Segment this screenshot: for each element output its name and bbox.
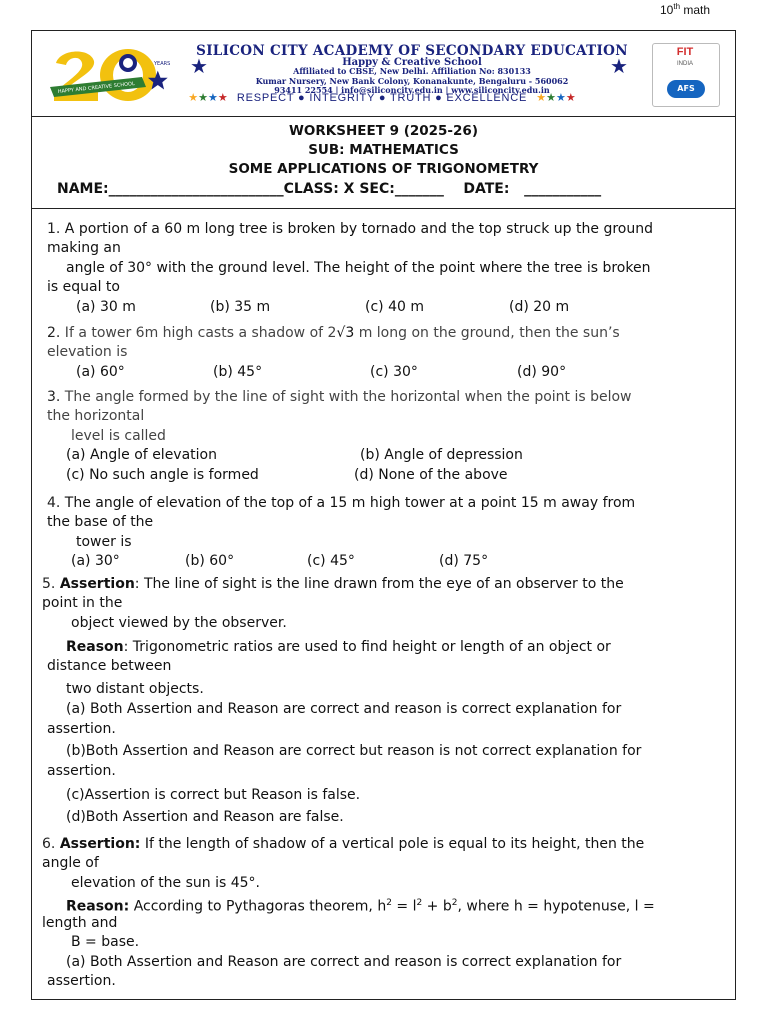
- worksheet-frame: [31, 30, 736, 1000]
- q4-option-d: (d) 75°: [439, 553, 489, 569]
- q5-option-b: (b)Both Assertion and Reason are correct but reason is not correct explanation for: [66, 743, 642, 759]
- q5-assertion-line: 5. Assertion: The line of sight is the line drawn from the eye of an observer to the: [42, 576, 624, 592]
- q2-option-a: (a) 60°: [76, 364, 125, 380]
- q5-line-6: two distant objects.: [66, 681, 204, 697]
- q6-line-5: length and: [42, 915, 118, 931]
- q2-line-2: elevation is: [47, 344, 128, 360]
- q4-line-3: tower is: [76, 534, 132, 550]
- q1-option-b: (b) 35 m: [210, 299, 271, 315]
- q1-line-4: is equal to: [47, 279, 120, 295]
- q3-option-a: (a) Angle of elevation: [66, 447, 217, 463]
- header-divider: [32, 116, 735, 117]
- q1-option-c: (c) 40 m: [365, 299, 424, 315]
- fit-india-logo: FIT INDIA: [676, 46, 694, 67]
- q4-line-1: 4. The angle of elevation of the top of a 15 m high tower at a point 15 m away from: [47, 495, 636, 511]
- q4-option-a: (a) 30°: [71, 553, 120, 569]
- values-bar: [42, 90, 722, 106]
- q6-assertion-line: 6. Assertion: If the length of shadow of a vertical pole is equal to its height, then the: [42, 836, 645, 852]
- q6-reason-line: Reason: According to Pythagoras theorem, $h^2 = l^2 + b^2$, where h = hypotenuse, l =: [66, 898, 655, 915]
- q1-option-d: (d) 20 m: [509, 299, 570, 315]
- worksheet-subject: SUB: MATHEMATICS: [308, 142, 459, 158]
- q1-line-3: angle of 30° with the ground level. The height of the point where the tree is broken: [66, 260, 651, 276]
- q3-option-b: (b) Angle of depression: [360, 447, 523, 463]
- school-tagline: Happy & Creative School: [342, 57, 482, 68]
- q5-option-a-cont: assertion.: [47, 721, 116, 737]
- worksheet-title: WORKSHEET 9 (2025-26): [289, 123, 478, 139]
- school-values: RESPECT ● INTEGRITY ● TRUTH ● EXCELLENCE: [236, 92, 528, 104]
- sqrt3-radical: √3: [336, 325, 355, 341]
- q5-line-2: point in the: [42, 595, 123, 611]
- q5-option-c: (c)Assertion is correct but Reason is false.: [66, 787, 361, 803]
- q2-option-c: (c) 30°: [370, 364, 418, 380]
- q3-line-1: 3. The angle formed by the line of sight with the horizontal when the point is below: [47, 389, 632, 405]
- q6-line-2: angle of: [42, 855, 99, 871]
- stars-right-icon: ★★★★: [536, 92, 576, 104]
- afs-badge: AFS: [667, 80, 705, 98]
- q3-line-2: the horizontal: [47, 408, 145, 424]
- q6-option-a: (a) Both Assertion and Reason are correct and reason is correct explanation for: [66, 954, 622, 970]
- q5-reason-line: Reason: Trigonometric ratios are used to find height or length of an object or: [66, 639, 611, 655]
- contact-text: 93411 22554 | info@siliconcity.edu.in | www.siliconcity.edu.in: [274, 85, 550, 95]
- svg-text:YEARS: YEARS: [154, 61, 171, 67]
- q6-option-a-cont: assertion.: [47, 973, 116, 989]
- address-text: Kumar Nursery, New Bank Colony, Konanakunte, Bengaluru - 560062: [255, 75, 569, 86]
- q3-option-c: (c) No such angle is formed: [66, 467, 259, 483]
- q3-line-3: level is called: [71, 428, 166, 444]
- student-info-line: NAME:_________________________CLASS: X SEC:_______ DATE: ___________: [57, 181, 602, 197]
- star-icon: ★: [610, 54, 628, 78]
- school-name: SILICON CITY ACADEMY OF SECONDARY EDUCATION: [196, 43, 628, 59]
- q6-line-3: elevation of the sun is 45°.: [71, 875, 261, 891]
- worksheet-topic: SOME APPLICATIONS OF TRIGONOMETRY: [228, 161, 539, 177]
- q2-option-b: (b) 45°: [213, 364, 263, 380]
- q5-line-3: object viewed by the observer.: [71, 615, 287, 631]
- q5-option-b-cont: assertion.: [47, 763, 116, 779]
- q4-option-c: (c) 45°: [307, 553, 355, 569]
- q4-option-b: (b) 60°: [185, 553, 235, 569]
- q5-line-5: distance between: [47, 658, 172, 674]
- q5-option-d: (d)Both Assertion and Reason are false.: [66, 809, 344, 825]
- page-corner-note: 10th math: [660, 2, 711, 17]
- q5-option-a: (a) Both Assertion and Reason are correct and reason is correct explanation for: [66, 701, 622, 717]
- q1-option-a: (a) 30 m: [76, 299, 136, 315]
- q6-line-6: B = base.: [71, 934, 140, 950]
- q3-option-d: (d) None of the above: [354, 467, 508, 483]
- star-icon: ★: [190, 54, 208, 78]
- stars-left-icon: ★★★★: [188, 92, 228, 104]
- q2-line-1: 2. If a tower 6m high casts a shadow of 2√3 m long on the ground, then the sun’s: [47, 325, 620, 341]
- affiliation-text: Affiliated to CBSE, New Delhi. Affiliation No: 830133: [293, 66, 531, 76]
- q2-option-d: (d) 90°: [517, 364, 567, 380]
- q4-line-2: the base of the: [47, 514, 154, 530]
- svg-text:HAPPY AND CREATIVE SCHOOL: HAPPY AND CREATIVE SCHOOL: [57, 80, 136, 95]
- q1-line-2: making an: [47, 240, 121, 256]
- title-divider: [32, 208, 735, 209]
- q1-line-1: 1. A portion of a 60 m long tree is broken by tornado and the top struck up the ground: [47, 221, 653, 237]
